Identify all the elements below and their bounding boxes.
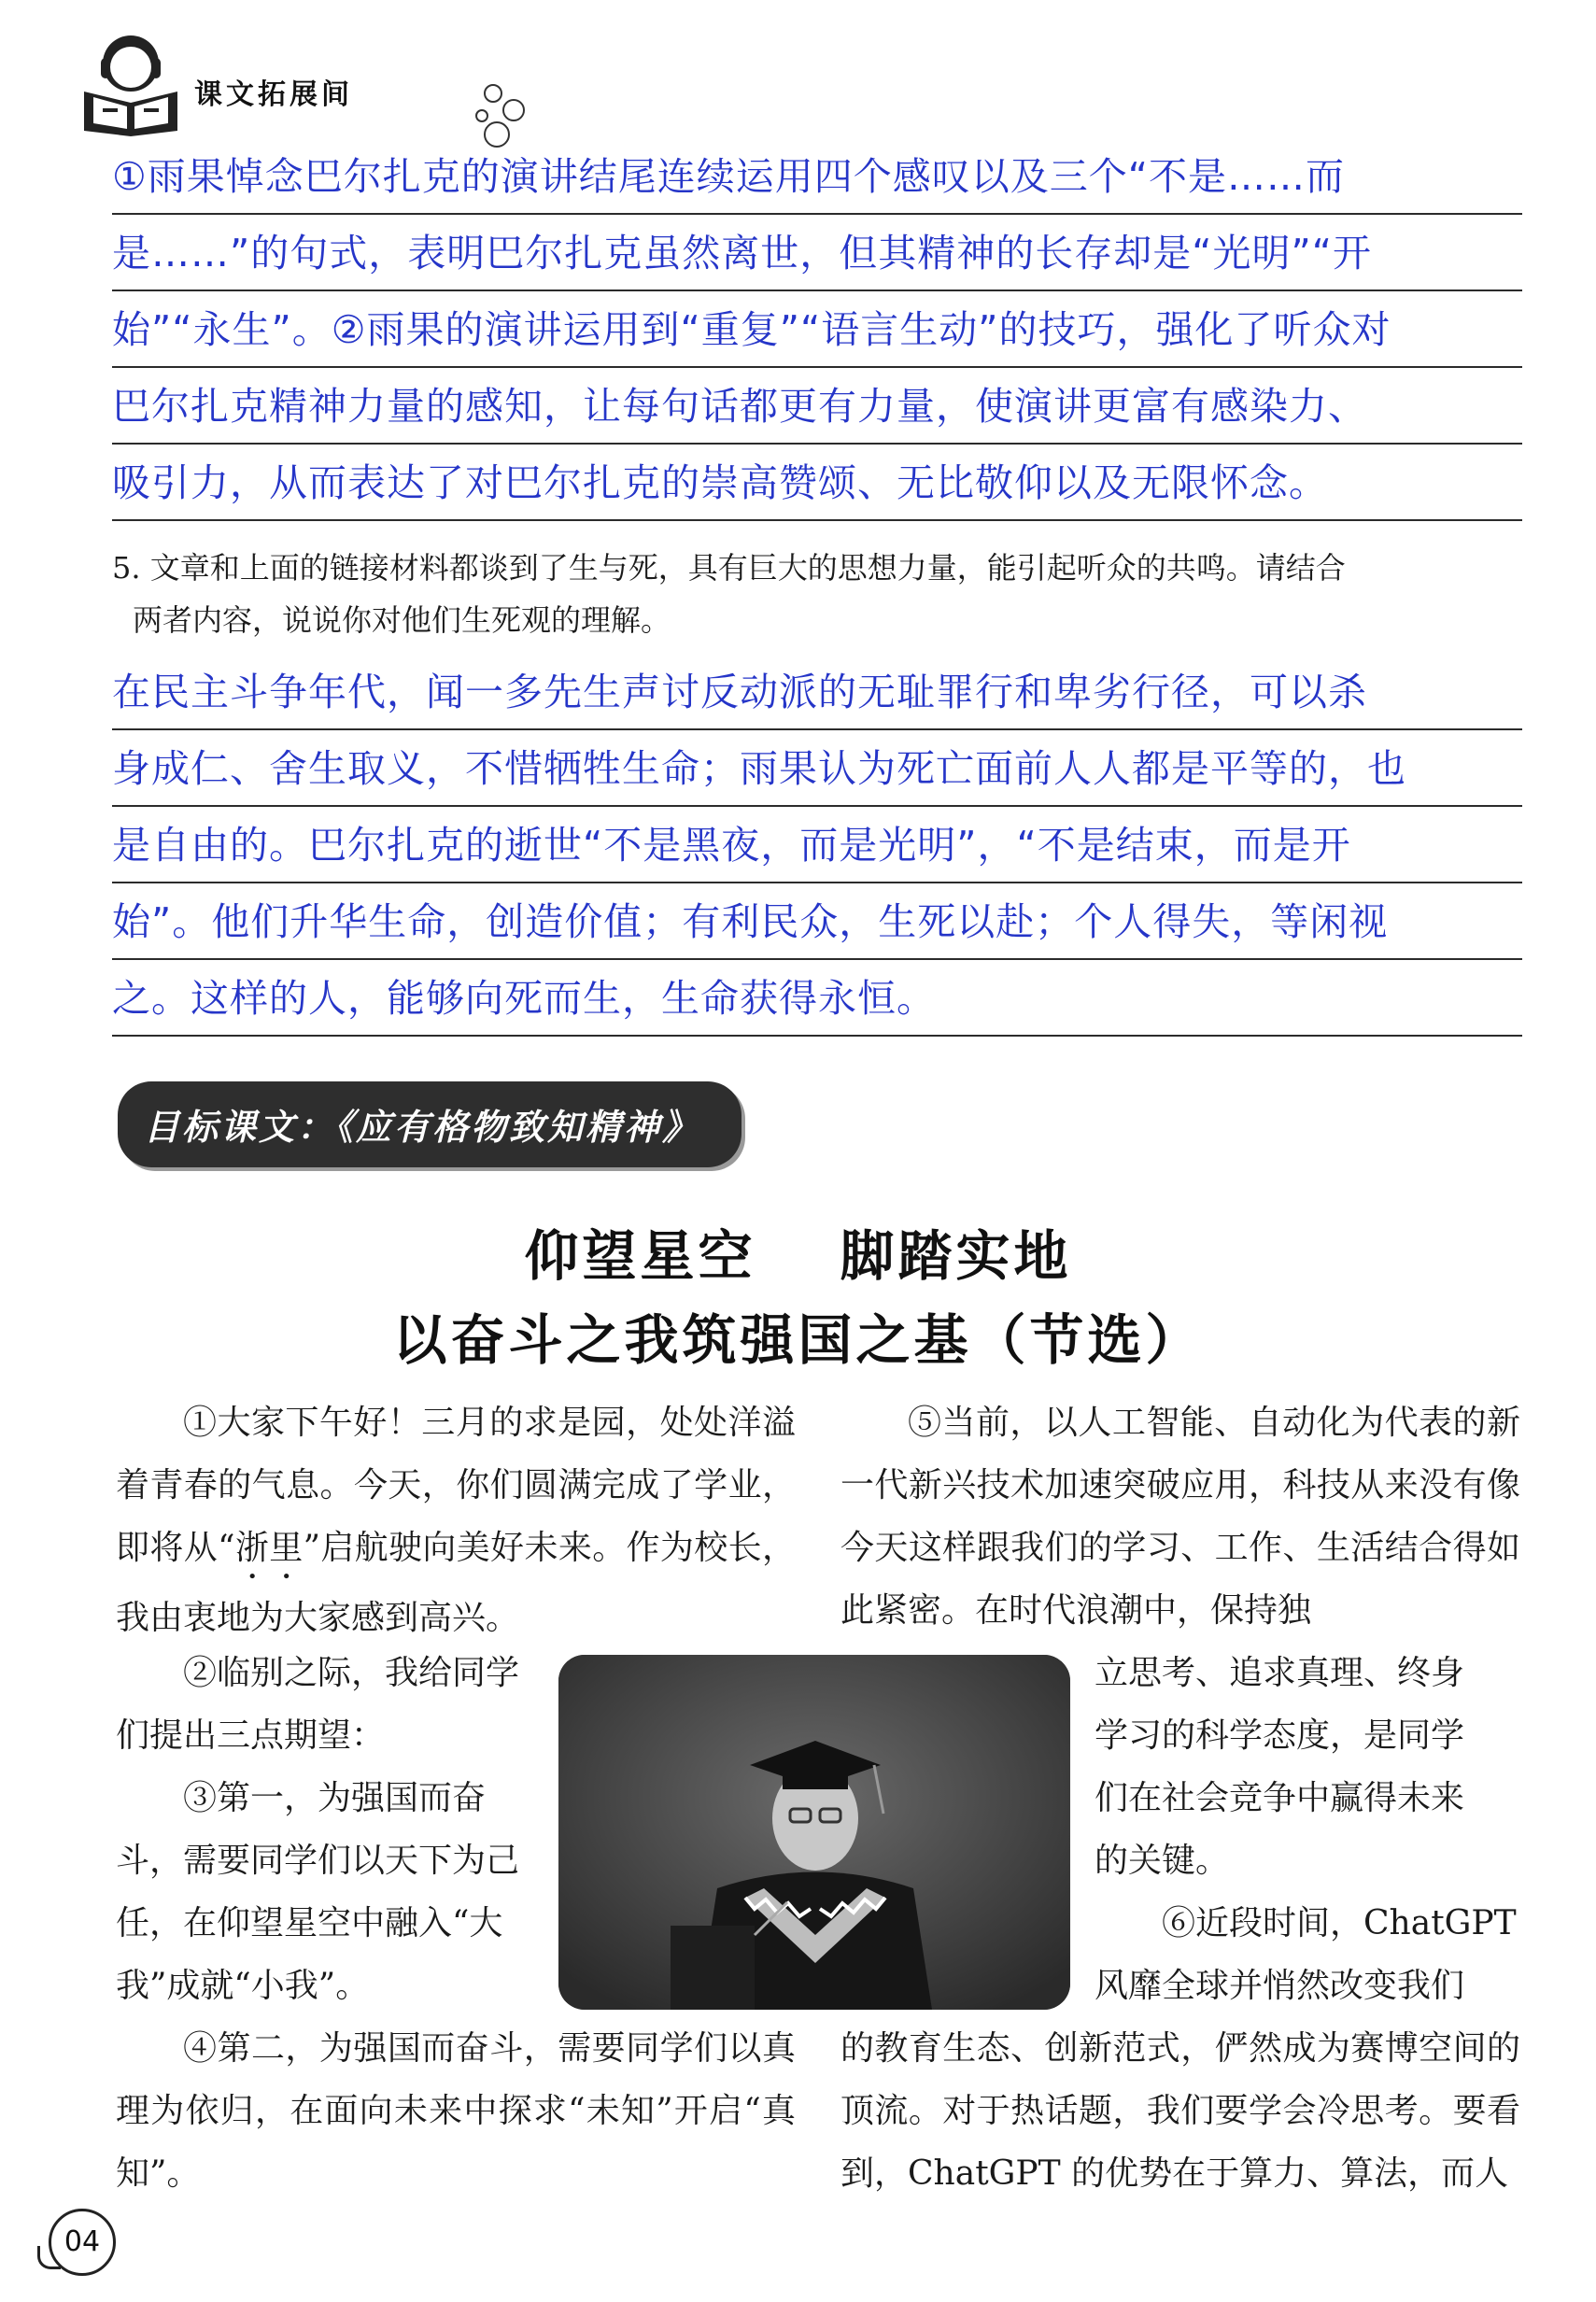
paragraph-5-6-narrow xyxy=(1095,1642,1520,2017)
target-lesson-banner xyxy=(118,1081,742,1167)
ruled-line xyxy=(112,138,1522,215)
answer-text-line: 身成仁、舍生取义，不惜牺牲生命；雨果认为死亡面前人人都是平等的，也 xyxy=(112,746,1406,791)
question-5-line2: 两者内容，说说你对他们生死观的理解。 xyxy=(133,602,671,638)
answer-text-line: 巴尔扎克精神力量的感知，让每句话都更有力量，使演讲更富有感染力、 xyxy=(112,384,1367,429)
question-5 xyxy=(112,542,1532,646)
ruled-line xyxy=(112,215,1522,291)
paragraph-5-line-a: 立思考、追求真理、终身 xyxy=(1095,1654,1465,1692)
section-header xyxy=(65,26,495,138)
ruled-line xyxy=(112,368,1522,445)
paragraph-6: 的教育生态、创新范式，俨然成为赛博空间的顶流。对于热话题，我们要学会冷思考。要看到，ChatGPT 的优势在于算力、算法，而人 xyxy=(840,2029,1520,2193)
reading-child-icon xyxy=(65,26,196,138)
paragraph-1-text-b: ”启航驶向美好未来。作为校长，我由衷地为大家感到高兴。 xyxy=(116,1529,796,1637)
ruled-line xyxy=(112,291,1522,368)
paragraph-5-line-c: 们在社会竞争中赢得未来 xyxy=(1095,1779,1465,1817)
answer-block-4 xyxy=(112,138,1522,521)
target-lesson-text: 目标课文：《应有格物致知精神》 xyxy=(144,1107,701,1148)
paragraph-2-line2: 们提出三点期望： xyxy=(116,1716,386,1755)
ruled-line xyxy=(112,445,1522,521)
paragraph-6-line1: ⑥近段时间，ChatGPT xyxy=(1162,1904,1517,1942)
paragraph-5-line-b: 学习的科学态度，是同学 xyxy=(1095,1716,1465,1755)
paragraph-1-text-a: ①大家下午好！三月的求是园，处处洋溢着青春的气息。今天，你们圆满完成了学业，即将从“ xyxy=(116,1404,796,1567)
article-title-part-a: 仰望星空 xyxy=(524,1224,756,1288)
paragraph-4: ④第二，为强国而奋斗，需要同学们以真理为依归，在面向未来中探求“未知”开启“真知”。 xyxy=(116,2029,796,2193)
paragraph-3-line2: 斗，需要同学们以天下为己 xyxy=(116,1842,520,1880)
answer-text-line: 吸引力，从而表达了对巴尔扎克的崇高赞颂、无比敬仰以及无限怀念。 xyxy=(112,460,1328,505)
ruled-line xyxy=(112,807,1522,883)
answer-text-line: 是……”的句式，表明巴尔扎克虽然离世，但其精神的长存却是“光明”“开 xyxy=(112,231,1372,275)
article-title-line1 xyxy=(0,1212,1596,1291)
article-title-part-b: 脚踏实地 xyxy=(840,1224,1072,1288)
paragraph-1-emphasis: 浙里 xyxy=(234,1529,304,1567)
paragraph-6-line2: 风靡全球并悄然改变我们 xyxy=(1095,1967,1465,2005)
answer-text-line: 始”“永生”。②雨果的演讲运用到“重复”“语言生动”的技巧，强化了听众对 xyxy=(112,307,1391,352)
ruled-line xyxy=(112,730,1522,807)
answer-text-line: ①雨果悼念巴尔扎克的演讲结尾连续运用四个感叹以及三个“不是……而 xyxy=(112,154,1345,199)
answer-text-line: 是自由的。巴尔扎克的逝世“不是黑夜，而是光明”，“不是结束，而是开 xyxy=(112,823,1351,868)
section-header-title: 课文拓展间 xyxy=(194,78,353,111)
ruled-line xyxy=(112,654,1522,730)
article-title-line2: 以奋斗之我筑强国之基（节选） xyxy=(392,1308,1204,1372)
paragraph-5-line-d: 的关键。 xyxy=(1095,1842,1230,1880)
ruled-line xyxy=(112,883,1522,960)
question-5-line1: 5. 文章和上面的链接材料都谈到了生与死，具有巨大的思想力量，能引起听众的共鸣。请结合 xyxy=(112,550,1346,586)
paragraph-3-line1: ③第一，为强国而奋 xyxy=(183,1779,487,1817)
speaker-illustration xyxy=(558,1655,1070,2010)
ruled-line xyxy=(112,960,1522,1037)
paragraphs-2-3 xyxy=(116,1642,545,2017)
answer-text-line: 之。这样的人，能够向死而生，生命获得永恒。 xyxy=(112,976,936,1021)
answer-text-line: 始”。他们升华生命，创造价值；有利民众，生死以赴；个人得失，等闲视 xyxy=(112,899,1389,944)
paragraph-3-line3: 任，在仰望星空中融入“大 xyxy=(116,1904,503,1942)
paragraph-5: ⑤当前，以人工智能、自动化为代表的新一代新兴技术加速突破应用，科技从来没有像今天这样跟我们的学习、工作、生活结合得如此紧密。在时代浪潮中，保持独 xyxy=(840,1404,1520,1630)
answer-text-line: 在民主斗争年代，闻一多先生声讨反动派的无耻罪行和卑劣行径，可以杀 xyxy=(112,670,1367,714)
paragraph-2-line1: ②临别之际，我给同学 xyxy=(183,1654,520,1692)
answer-block-5 xyxy=(112,654,1522,1037)
paragraph-1 xyxy=(116,1391,796,1649)
page-number: 04 xyxy=(49,2209,116,2276)
graduation-speaker-photo xyxy=(558,1655,1070,2010)
paragraph-3-line4: 我”成就“小我”。 xyxy=(116,1967,370,2005)
